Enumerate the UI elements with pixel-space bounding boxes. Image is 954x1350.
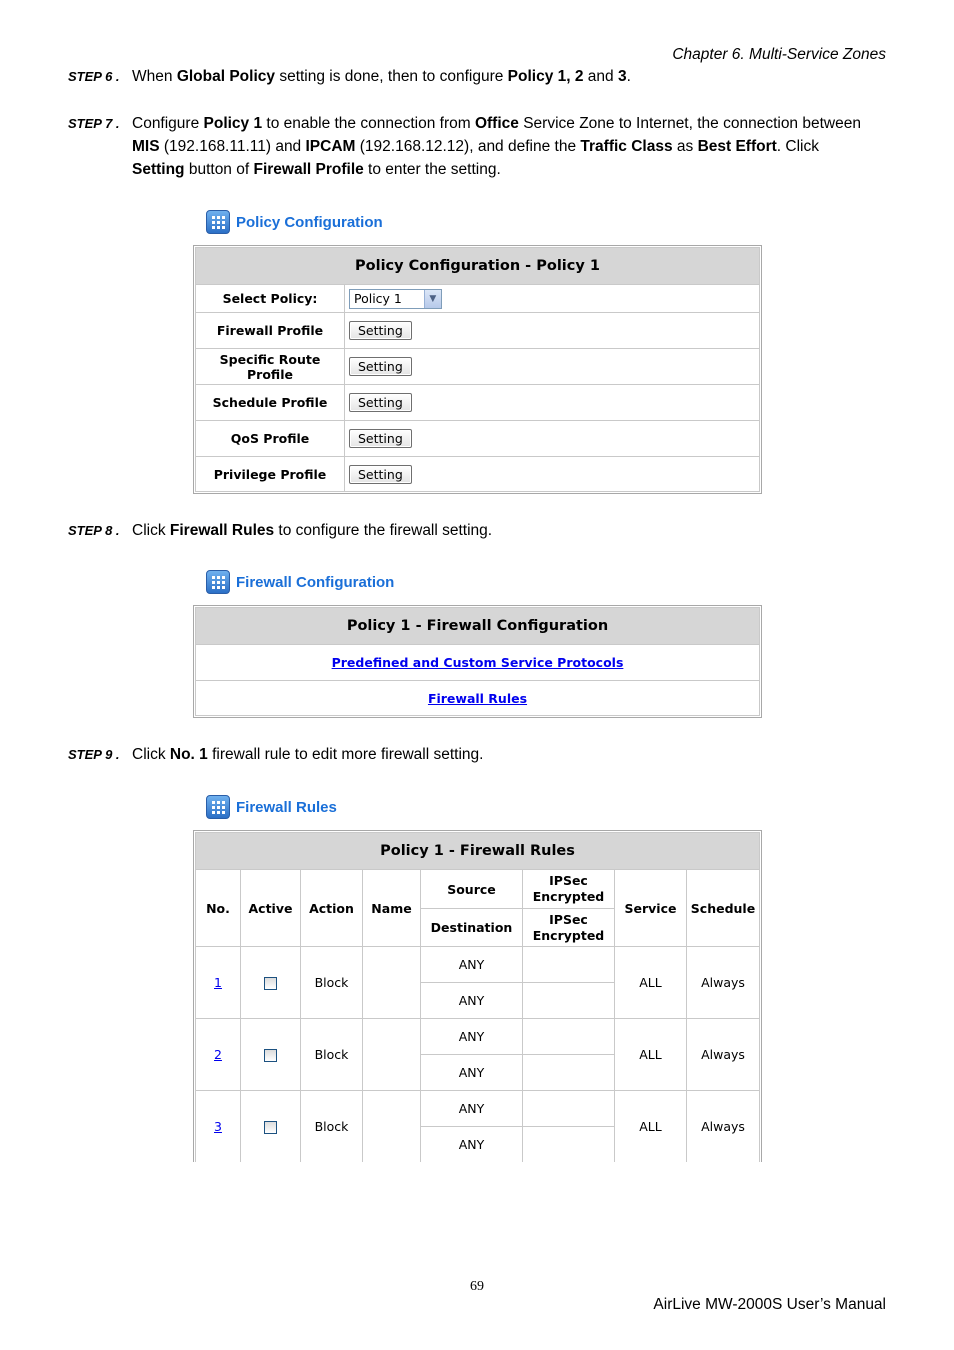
rule-schedule: Always [687, 1019, 760, 1091]
rule-name [363, 1091, 421, 1163]
rule-action: Block [301, 947, 363, 1019]
select-policy-label: Select Policy: [196, 285, 345, 313]
table-title: Policy 1 - Firewall Rules [196, 833, 760, 870]
table-row [196, 1019, 760, 1055]
rule-destination: ANY [421, 983, 523, 1019]
step8-label: STEP 8 . [68, 523, 120, 538]
rule-name [363, 1019, 421, 1091]
active-checkbox[interactable] [264, 1049, 277, 1062]
col-action: Action [301, 870, 363, 947]
rule-ipsec-source [523, 1019, 615, 1055]
firewall-rules-heading [206, 795, 337, 819]
rule-schedule: Always [687, 1091, 760, 1163]
grid-icon [206, 570, 230, 594]
rule-destination: ANY [421, 1055, 523, 1091]
table-title: Policy 1 - Firewall Configuration [196, 608, 760, 645]
rule-schedule: Always [687, 947, 760, 1019]
step9-text: Click No. 1 firewall rule to edit more firewall setting. [132, 746, 484, 763]
rule-action: Block [301, 1091, 363, 1163]
section-title: Policy Configuration [236, 213, 383, 231]
col-no: No. [196, 870, 241, 947]
firewall-rules-link[interactable]: Firewall Rules [427, 690, 528, 706]
table-title: Policy Configuration - Policy 1 [196, 248, 760, 285]
rule-ipsec-destination [523, 1127, 615, 1163]
active-checkbox[interactable] [264, 1121, 277, 1134]
privilege-profile-label: Privilege Profile [196, 457, 345, 492]
section-title: Firewall Rules [236, 798, 337, 816]
col-schedule: Schedule [687, 870, 760, 947]
rule-ipsec-destination [523, 1055, 615, 1091]
grid-icon [206, 795, 230, 819]
service-protocols-link[interactable]: Predefined and Custom Service Protocols [331, 655, 624, 670]
section-title: Firewall Configuration [236, 573, 395, 591]
firewall-rules-table [193, 830, 762, 1162]
chapter-header: Chapter 6. Multi-Service Zones [672, 46, 886, 63]
schedule-profile-setting-button[interactable]: Setting [349, 393, 412, 412]
schedule-profile-label: Schedule Profile [196, 385, 345, 421]
col-source: Source [421, 870, 523, 909]
table-row [196, 947, 760, 983]
rule-ipsec-source [523, 1091, 615, 1127]
rule-destination: ANY [421, 1127, 523, 1163]
qos-profile-label: QoS Profile [196, 421, 345, 457]
rule-number-link[interactable]: 1 [214, 975, 222, 990]
rule-service: ALL [615, 1091, 687, 1163]
grid-icon [206, 210, 230, 234]
policy-config-heading [206, 210, 383, 234]
rule-name [363, 947, 421, 1019]
page-number: 69 [470, 1279, 484, 1294]
col-ipsec-source: IPSec Encrypted [523, 870, 615, 909]
firewall-config-heading [206, 570, 394, 594]
rule-number-link[interactable]: 2 [214, 1047, 222, 1062]
firewall-config-table [193, 605, 762, 718]
policy-config-table [193, 245, 762, 494]
rule-ipsec-destination [523, 983, 615, 1019]
step9-label: STEP 9 . [68, 747, 120, 762]
specific-route-profile-label: Specific Route Profile [196, 349, 345, 385]
firewall-profile-setting-button[interactable]: Setting [349, 321, 412, 340]
col-service: Service [615, 870, 687, 947]
step7-text: Configure Policy 1 to enable the connection from Office Service Zone to Internet, the connection between MIS (192.168.11.11) and IPCAM (192.168.12.12), and define the Traffic Class as Best Effort. Click Setting button of Firewall Profile to enter the setting. [132, 115, 861, 178]
table-row [196, 1091, 760, 1127]
rule-action: Block [301, 1019, 363, 1091]
firewall-profile-label: Firewall Profile [196, 313, 345, 349]
rule-source: ANY [421, 947, 523, 983]
privilege-profile-setting-button[interactable]: Setting [349, 465, 412, 484]
col-ipsec-destination: IPSec Encrypted [523, 909, 615, 947]
step8-text: Click Firewall Rules to configure the firewall setting. [132, 522, 493, 539]
active-checkbox[interactable] [264, 977, 277, 990]
rule-ipsec-source [523, 947, 615, 983]
rule-number-link[interactable]: 3 [214, 1119, 222, 1134]
rule-service: ALL [615, 947, 687, 1019]
col-name: Name [363, 870, 421, 947]
step7-label: STEP 7 . [68, 116, 120, 131]
chevron-down-icon: ▼ [424, 290, 441, 308]
manual-title: AirLive MW-2000S User’s Manual [653, 1296, 886, 1313]
qos-profile-setting-button[interactable]: Setting [349, 429, 412, 448]
rule-service: ALL [615, 1019, 687, 1091]
specific-route-profile-setting-button[interactable]: Setting [349, 357, 412, 376]
step6-text: When Global Policy setting is done, then to configure Policy 1, 2 and 3. [132, 68, 631, 85]
policy-select[interactable]: Policy 1 ▼ [349, 289, 442, 309]
col-destination: Destination [421, 909, 523, 947]
col-active: Active [241, 870, 301, 947]
rule-source: ANY [421, 1091, 523, 1127]
rule-source: ANY [421, 1019, 523, 1055]
step6-label: STEP 6 . [68, 69, 120, 84]
